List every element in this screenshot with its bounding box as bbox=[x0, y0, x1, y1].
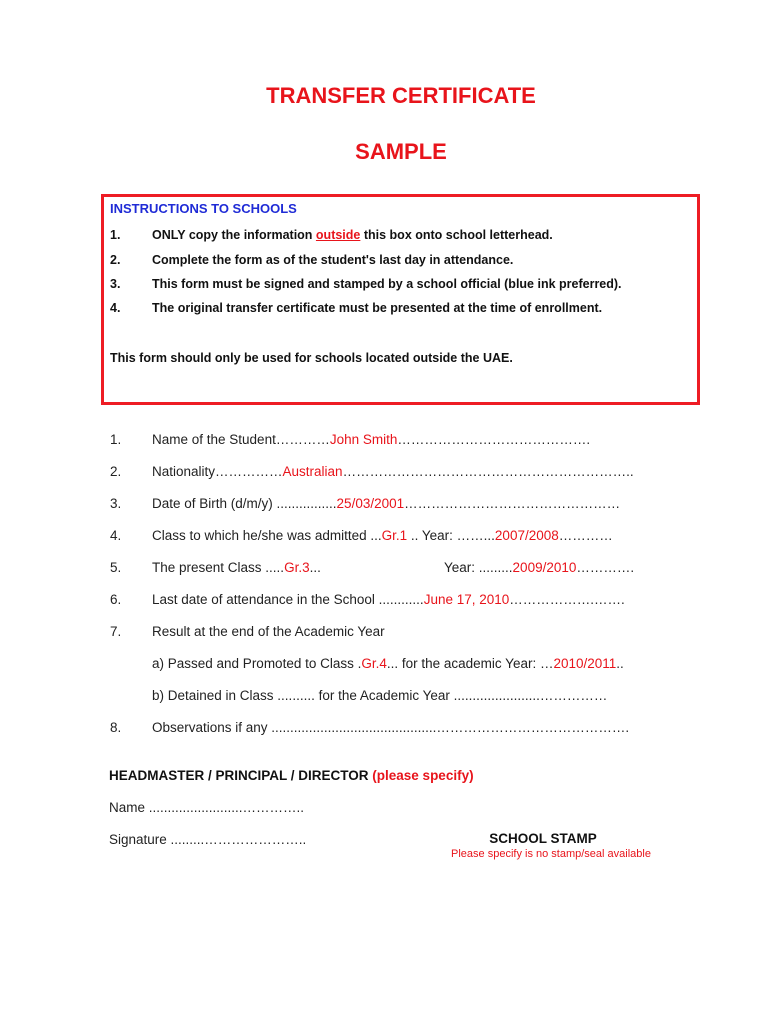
field-label: b) Detained in Class .......... for the Academic Year .......................…………… bbox=[152, 688, 608, 703]
field-label: Observations if any ............................................……………………………………. bbox=[152, 720, 630, 735]
field-label: Year: ......... bbox=[444, 560, 513, 575]
dotted-leader: ……………….……. bbox=[509, 592, 625, 607]
instruction-number: 1. bbox=[110, 228, 121, 242]
field-value: Australian bbox=[282, 464, 343, 479]
instruction-number: 2. bbox=[110, 253, 121, 267]
dotted-leader: ……………………………………………………….. bbox=[342, 464, 634, 479]
field-label: Last date of attendance in the School ............ bbox=[152, 592, 424, 607]
field-label: .. Year: ……... bbox=[407, 528, 495, 543]
document-subtitle: SAMPLE bbox=[355, 139, 447, 164]
field-value: June 17, 2010 bbox=[423, 592, 510, 607]
field-label: Result at the end of the Academic Year bbox=[152, 624, 385, 639]
school-stamp-note: Please specify is no stamp/seal available bbox=[451, 848, 651, 860]
signatory-heading-text: HEADMASTER / PRINCIPAL / DIRECTOR bbox=[109, 768, 373, 783]
instruction-text: The original transfer certificate must be presented at the time of enrollment. bbox=[152, 301, 603, 315]
dotted-leader: ………………………………………… bbox=[404, 496, 621, 511]
field-value-year: 2009/2010 bbox=[512, 560, 577, 575]
field-number: 5. bbox=[110, 560, 122, 575]
signatory-name-field: Name .........................………….. bbox=[109, 800, 305, 815]
field-label: ... for the academic Year: … bbox=[386, 656, 554, 671]
field-number: 1. bbox=[110, 432, 122, 447]
field-value: Gr.3 bbox=[284, 560, 310, 575]
dotted-leader: .. bbox=[616, 656, 624, 671]
field-number: 3. bbox=[110, 496, 122, 511]
dotted-leader: ……………………………………. bbox=[397, 432, 591, 447]
field-number: 7. bbox=[110, 624, 122, 639]
instruction-text: This form must be signed and stamped by a school official (blue ink preferred). bbox=[152, 277, 622, 291]
field-label: Nationality…………… bbox=[152, 464, 283, 479]
field-number: 4. bbox=[110, 528, 122, 543]
field-label: a) Passed and Promoted to Class . bbox=[152, 656, 362, 671]
instruction-text: Complete the form as of the student's last day in attendance. bbox=[152, 253, 514, 267]
signatory-heading-note: (please specify) bbox=[372, 768, 474, 783]
instruction-text: ONLY copy the information bbox=[152, 228, 316, 242]
instruction-number: 4. bbox=[110, 301, 121, 315]
field-number: 8. bbox=[110, 720, 122, 735]
document-title: TRANSFER CERTIFICATE bbox=[266, 83, 536, 108]
dotted-leader: …………. bbox=[576, 560, 635, 575]
field-label: Name of the Student………… bbox=[152, 432, 330, 447]
instructions-box bbox=[101, 194, 700, 405]
instructions-heading: INSTRUCTIONS TO SCHOOLS bbox=[110, 201, 297, 216]
field-label: The present Class ..... bbox=[152, 560, 285, 575]
field-value: Gr.1 bbox=[381, 528, 408, 543]
instruction-highlight: outside bbox=[315, 228, 361, 242]
instruction-text: this box onto school letterhead. bbox=[360, 228, 553, 242]
field-value: 25/03/2001 bbox=[336, 496, 405, 511]
signatory-signature-field: Signature .........………………….. bbox=[109, 832, 307, 847]
signatory-heading bbox=[109, 768, 474, 783]
field-value-year: 2007/2008 bbox=[494, 528, 559, 543]
field-number: 2. bbox=[110, 464, 122, 479]
field-label: Class to which he/she was admitted ... bbox=[152, 528, 382, 543]
field-label: Date of Birth (d/m/y) ................ bbox=[152, 496, 337, 511]
school-stamp-label: SCHOOL STAMP bbox=[489, 831, 597, 846]
field-value: John Smith bbox=[329, 432, 398, 447]
instruction-number: 3. bbox=[110, 277, 121, 291]
dotted-leader: ………… bbox=[558, 528, 613, 543]
field-value: Gr.4 bbox=[361, 656, 387, 671]
instructions-note: This form should only be used for schools located outside the UAE. bbox=[110, 351, 513, 365]
field-value-year: 2010/2011 bbox=[553, 656, 617, 671]
field-number: 6. bbox=[110, 592, 122, 607]
dotted-leader: ... bbox=[309, 560, 321, 575]
